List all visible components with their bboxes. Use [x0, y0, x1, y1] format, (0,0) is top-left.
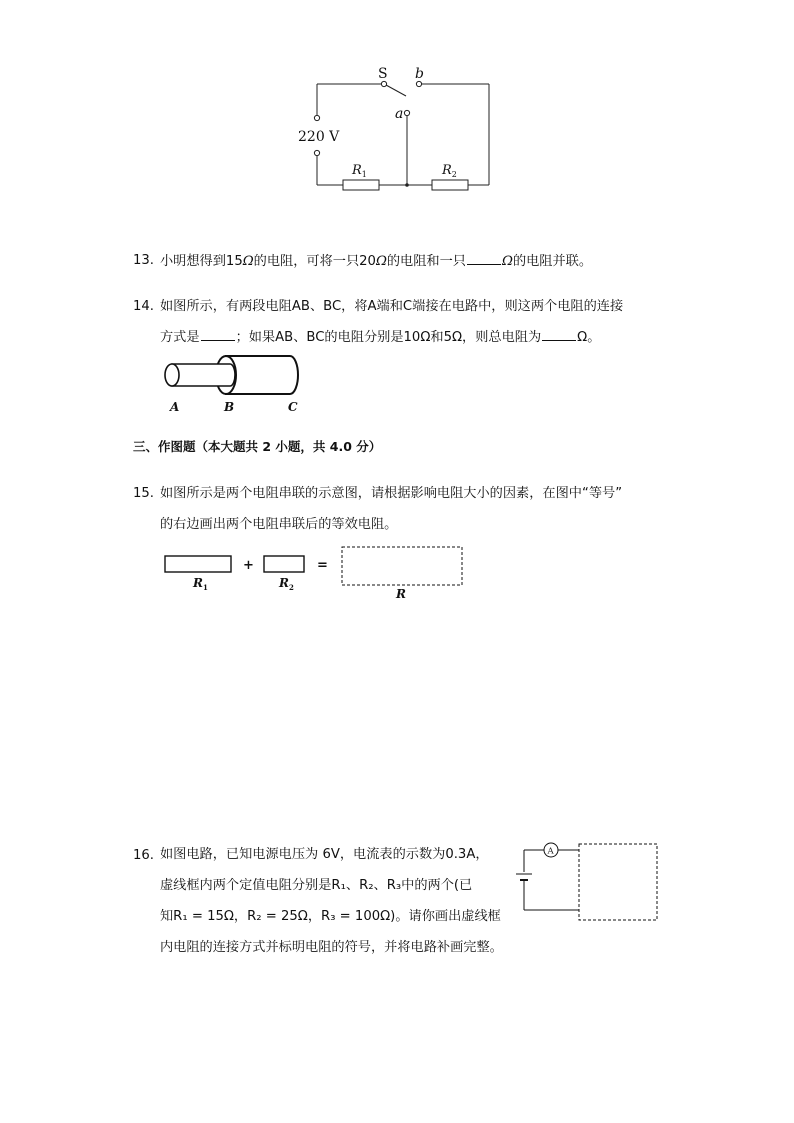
equals-sign: = [317, 558, 328, 573]
series-resistor-diagram [160, 544, 480, 602]
cylinder-ab-face [165, 364, 179, 386]
terminal [381, 81, 386, 86]
terminal [314, 150, 319, 155]
label-b: B [224, 400, 235, 414]
terminal [314, 115, 319, 120]
cylinder-ab [172, 364, 235, 386]
resistor-r1-shape [165, 556, 231, 572]
resistor-r2 [432, 180, 468, 190]
contact-a-label: a [395, 106, 404, 122]
question-16-line2: 虚线框内两个定值电阻分别是R₁、R₂、R₃中的两个(已 [160, 878, 473, 893]
junction-dot [405, 183, 409, 187]
question-number: 16. [133, 848, 154, 863]
cylinder-figure [158, 352, 303, 398]
ammeter-label: A [547, 846, 554, 857]
answer-blank[interactable] [467, 252, 501, 265]
switch-blade [386, 85, 406, 96]
r2-label: $R_2$ [442, 163, 457, 179]
r-label: R [396, 587, 406, 601]
section-heading: 三、作图题（本大题共 2 小题，共 4.0 分） [133, 439, 382, 454]
switch-label: S [378, 66, 388, 82]
question-16-line1: 如图电路，已知电源电压为 6V，电流表的示数为0.3A， [160, 847, 489, 862]
circuit-diagram-q12 [290, 60, 510, 195]
question-15-line2: 的右边画出两个电阻串联后的等效电阻。 [160, 517, 398, 532]
r2-label: $R_2$ [279, 576, 294, 592]
question-number: 14. [133, 299, 154, 314]
terminal [416, 81, 421, 86]
plus-sign: + [243, 558, 254, 573]
r1-label: $R_1$ [193, 576, 208, 592]
answer-dashed-box [342, 547, 462, 585]
resistor-r1 [343, 180, 379, 190]
r1-label: $R_1$ [352, 163, 367, 179]
resistor-r2-shape [264, 556, 304, 572]
question-13-text: 小明想得到15Ω的电阻，可将一只20Ω的电阻和一只 Ω的电阻并联。 [160, 254, 593, 269]
question-14-line1: 如图所示，有两段电阻AB、BC，将A端和C端接在电路中，则这两个电阻的连接 [160, 299, 624, 314]
answer-blank[interactable] [201, 328, 235, 341]
voltage-label: 220 V [298, 129, 340, 145]
label-a: A [170, 400, 180, 414]
terminal [404, 110, 409, 115]
question-15-line1: 如图所示是两个电阻串联的示意图，请根据影响电阻大小的因素，在图中“等号” [160, 486, 623, 501]
question-16-line4: 内电阻的连接方式并标明电阻的符号，并将电路补画完整。 [160, 940, 503, 955]
question-16-line3: 知R₁ = 15Ω，R₂ = 25Ω，R₃ = 100Ω)。请你画出虚线框 [160, 909, 501, 924]
question-number: 13. [133, 253, 154, 268]
circuit-diagram-q16 [510, 838, 665, 924]
contact-b-label: b [415, 66, 424, 82]
answer-dashed-box [579, 844, 657, 920]
question-number: 15. [133, 486, 154, 501]
answer-blank[interactable] [542, 328, 576, 341]
question-14-line2: 方式是 ；如果AB、BC的电阻分别是10Ω和5Ω，则总电阻为 Ω。 [160, 330, 601, 345]
label-c: C [288, 400, 298, 414]
